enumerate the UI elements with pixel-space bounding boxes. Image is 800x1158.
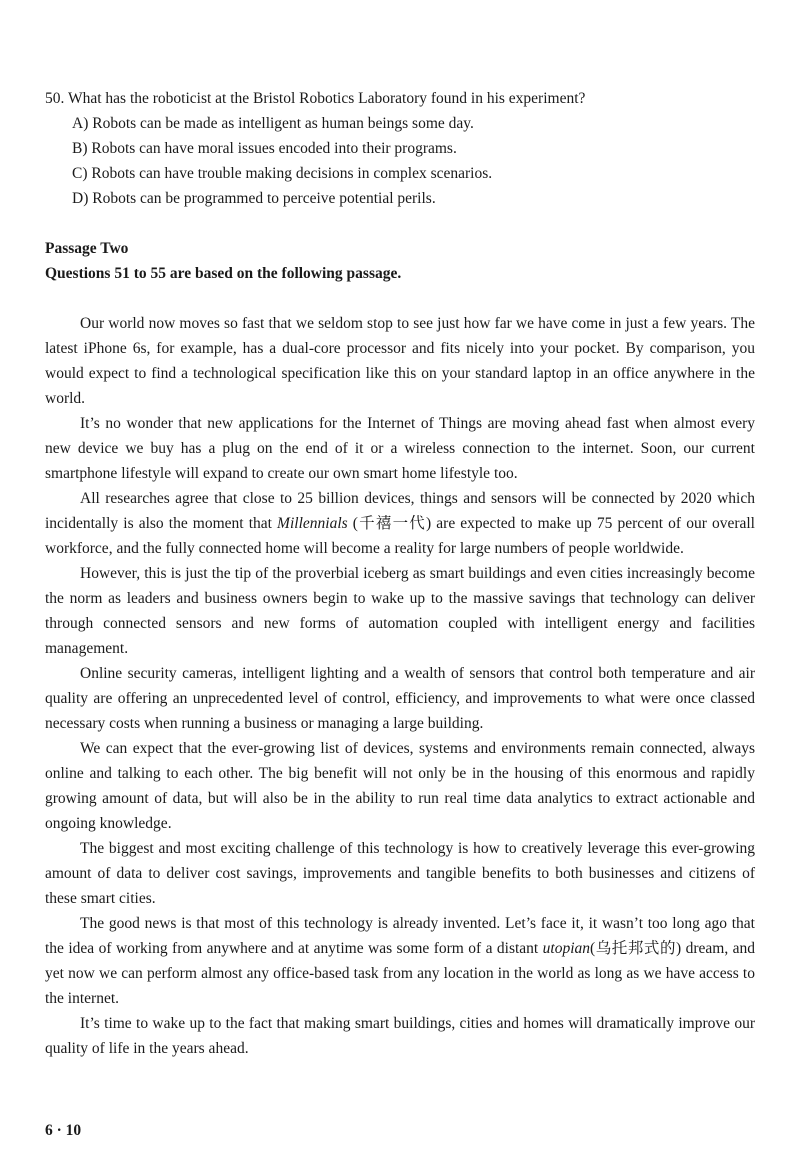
paragraph-8 xyxy=(45,911,755,1011)
paragraph-3 xyxy=(45,486,755,561)
option-b: B) Robots can have moral issues encoded into their programs. xyxy=(72,140,457,157)
paragraph-7: The biggest and most exciting challenge of this technology is how to creatively leverage this ever-growing amount of data to deliver cost savings, improvements and tangible benefits to both businesses and citizens of these smart cities. xyxy=(45,840,755,907)
term-utopian: utopian xyxy=(542,940,591,957)
paragraph-3-text-a: All researches agree that close to 25 billion devices, things and sensors will be connected by 2020 which incidentally is also the moment that xyxy=(45,490,755,532)
option-a: A) Robots can be made as intelligent as human beings some day. xyxy=(72,115,474,132)
gloss-millennials: (千禧一代) xyxy=(347,515,432,532)
paragraph-4: However, this is just the tip of the proverbial iceberg as smart buildings and even cities increasingly become the norm as leaders and business owners begin to wake up to the massive savings that technology can deliver through connected sensors and new forms of automation coupled with intelligent energy and facilities management. xyxy=(45,565,755,657)
passage-instructions: Questions 51 to 55 are based on the following passage. xyxy=(45,265,402,282)
paragraph-1: Our world now moves so fast that we seldom stop to see just how far we have come in just a few years. The latest iPhone 6s, for example, has a dual-core processor and fits nicely into your pocket. By comparison, you would expect to find a technological specification like this on your standard laptop in an office anywhere in the world. xyxy=(45,315,755,407)
option-c: C) Robots can have trouble making decisions in complex scenarios. xyxy=(72,165,493,182)
passage-body xyxy=(45,311,755,1061)
passage-header xyxy=(45,236,401,286)
option-d: D) Robots can be programmed to perceive potential perils. xyxy=(72,190,436,207)
paragraph-8-text-b: dream, and yet now we can perform almost any office-based task from any location in the world as long as we have access to the internet. xyxy=(45,940,756,1007)
paragraph-2: It’s no wonder that new applications for the Internet of Things are moving ahead fast when almost every new device we buy has a plug on the end of it or a wireless connection to the internet. Soon, our current smartphone lifestyle will expand to create our own smart home lifestyle too. xyxy=(45,415,755,482)
paragraph-6: We can expect that the ever-growing list of devices, systems and environments remain connected, always online and talking to each other. The big benefit will not only be in the housing of this enormous and rapidly growing amount of data, but will also be in the ability to run real time data analytics to extract actionable and ongoing knowledge. xyxy=(45,740,755,832)
paragraph-8-text-a: The good news is that most of this technology is already invented. Let’s face it, it wasn’t too long ago that the idea of working from anywhere and at anytime was some form of a distant xyxy=(45,915,755,957)
question-50 xyxy=(45,86,760,211)
gloss-utopian: (乌托邦式的) xyxy=(590,940,682,957)
paragraph-9: It’s time to wake up to the fact that making smart buildings, cities and homes will dramatically improve our quality of life in the years ahead. xyxy=(45,1015,755,1057)
paragraph-3-text-b: are expected to make up 75 percent of our overall workforce, and the fully connected home will become a reality for large numbers of people worldwide. xyxy=(45,515,755,557)
paragraph-5: Online security cameras, intelligent lighting and a wealth of sensors that control both temperature and air quality are offering an unprecedented level of control, efficiency, and improvements to what were once classed necessary costs when running a business or managing a large building. xyxy=(45,665,755,732)
question-stem: 50. What has the roboticist at the Bristol Robotics Laboratory found in his experiment? xyxy=(45,90,586,107)
passage-title: Passage Two xyxy=(45,240,129,257)
term-millennials: Millennials xyxy=(277,515,348,532)
page-number: 6 · 10 xyxy=(45,1122,82,1139)
